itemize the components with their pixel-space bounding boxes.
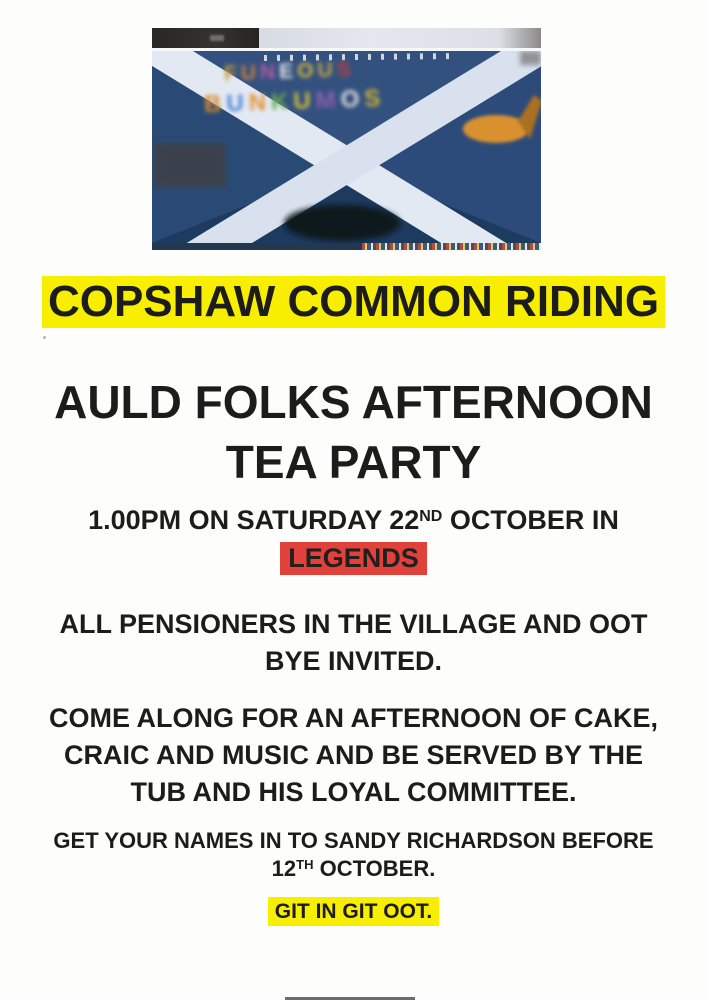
come-along-text xyxy=(0,700,707,811)
invite-line-2: BYE INVITED. xyxy=(264,646,443,676)
flag-letter: B xyxy=(203,90,227,119)
title-row xyxy=(0,276,707,328)
flag-letter: E xyxy=(278,59,298,84)
title-highlight: COPSHAW COMMON RIDING xyxy=(42,276,665,328)
flag-letter: K xyxy=(270,88,294,116)
photo-dark-bar xyxy=(152,28,259,48)
names-line-2 xyxy=(0,855,707,883)
photo-sky-strip xyxy=(259,28,541,48)
flag-letter: M xyxy=(315,86,342,115)
photo-bottom-strip xyxy=(152,243,362,250)
goldfish-body xyxy=(463,115,529,143)
come-line-1: COME ALONG FOR AN AFTERNOON OF CAKE, xyxy=(49,703,658,733)
flag-letter: O xyxy=(340,85,365,114)
date-line xyxy=(0,503,707,537)
flag-letter: S xyxy=(363,84,386,113)
flag-letter: U xyxy=(225,89,250,118)
photo-dark-bar-highlight xyxy=(210,35,224,41)
flag-letter: F xyxy=(223,61,242,86)
deadline-ordinal-superscript: TH xyxy=(296,857,314,872)
flag-letter: O xyxy=(296,59,318,83)
footer-highlight: GIT IN GIT OOT. xyxy=(268,897,440,926)
invite-line-1: ALL PENSIONERS IN THE VILLAGE AND OOT xyxy=(59,609,648,639)
date-text-suffix: OCTOBER IN xyxy=(442,505,619,535)
flag-letters-row1 xyxy=(224,58,355,87)
date-text: 1.00PM ON SATURDAY 22 xyxy=(88,505,420,535)
flag-letter: N xyxy=(259,60,280,85)
names-deadline-text xyxy=(0,827,707,883)
heading-line-1: AULD FOLKS AFTERNOON xyxy=(54,376,653,428)
heading-line-2: TEA PARTY xyxy=(225,436,482,488)
venue-highlight: LEGENDS xyxy=(280,542,427,575)
come-line-2: CRAIC AND MUSIC AND BE SERVED BY THE xyxy=(63,740,644,770)
deadline-month: OCTOBER. xyxy=(313,856,436,881)
bottom-dark-blob xyxy=(284,205,400,241)
venue-row xyxy=(0,542,707,575)
flag-letter: N xyxy=(248,88,272,117)
deadline-day: 12 xyxy=(271,856,297,881)
date-ordinal-superscript: ND xyxy=(419,508,443,525)
main-heading xyxy=(0,372,707,492)
photo-bottom-noise xyxy=(362,243,541,250)
left-dark-patch xyxy=(154,143,226,187)
invitation-text xyxy=(0,606,707,680)
flag-letter: S xyxy=(336,57,356,82)
come-line-3: TUB AND HIS LOYAL COMMITTEE. xyxy=(130,777,577,807)
corner-smudge xyxy=(520,51,541,65)
footer-row xyxy=(0,897,707,926)
flag-letter: U xyxy=(292,87,317,116)
flag-letter: U xyxy=(240,61,261,85)
flag-letter: U xyxy=(317,58,338,83)
event-photo xyxy=(152,28,541,250)
names-line-1: GET YOUR NAMES IN TO SANDY RICHARDSON BEFORE xyxy=(53,828,654,853)
scan-dot-artifact xyxy=(43,336,46,339)
